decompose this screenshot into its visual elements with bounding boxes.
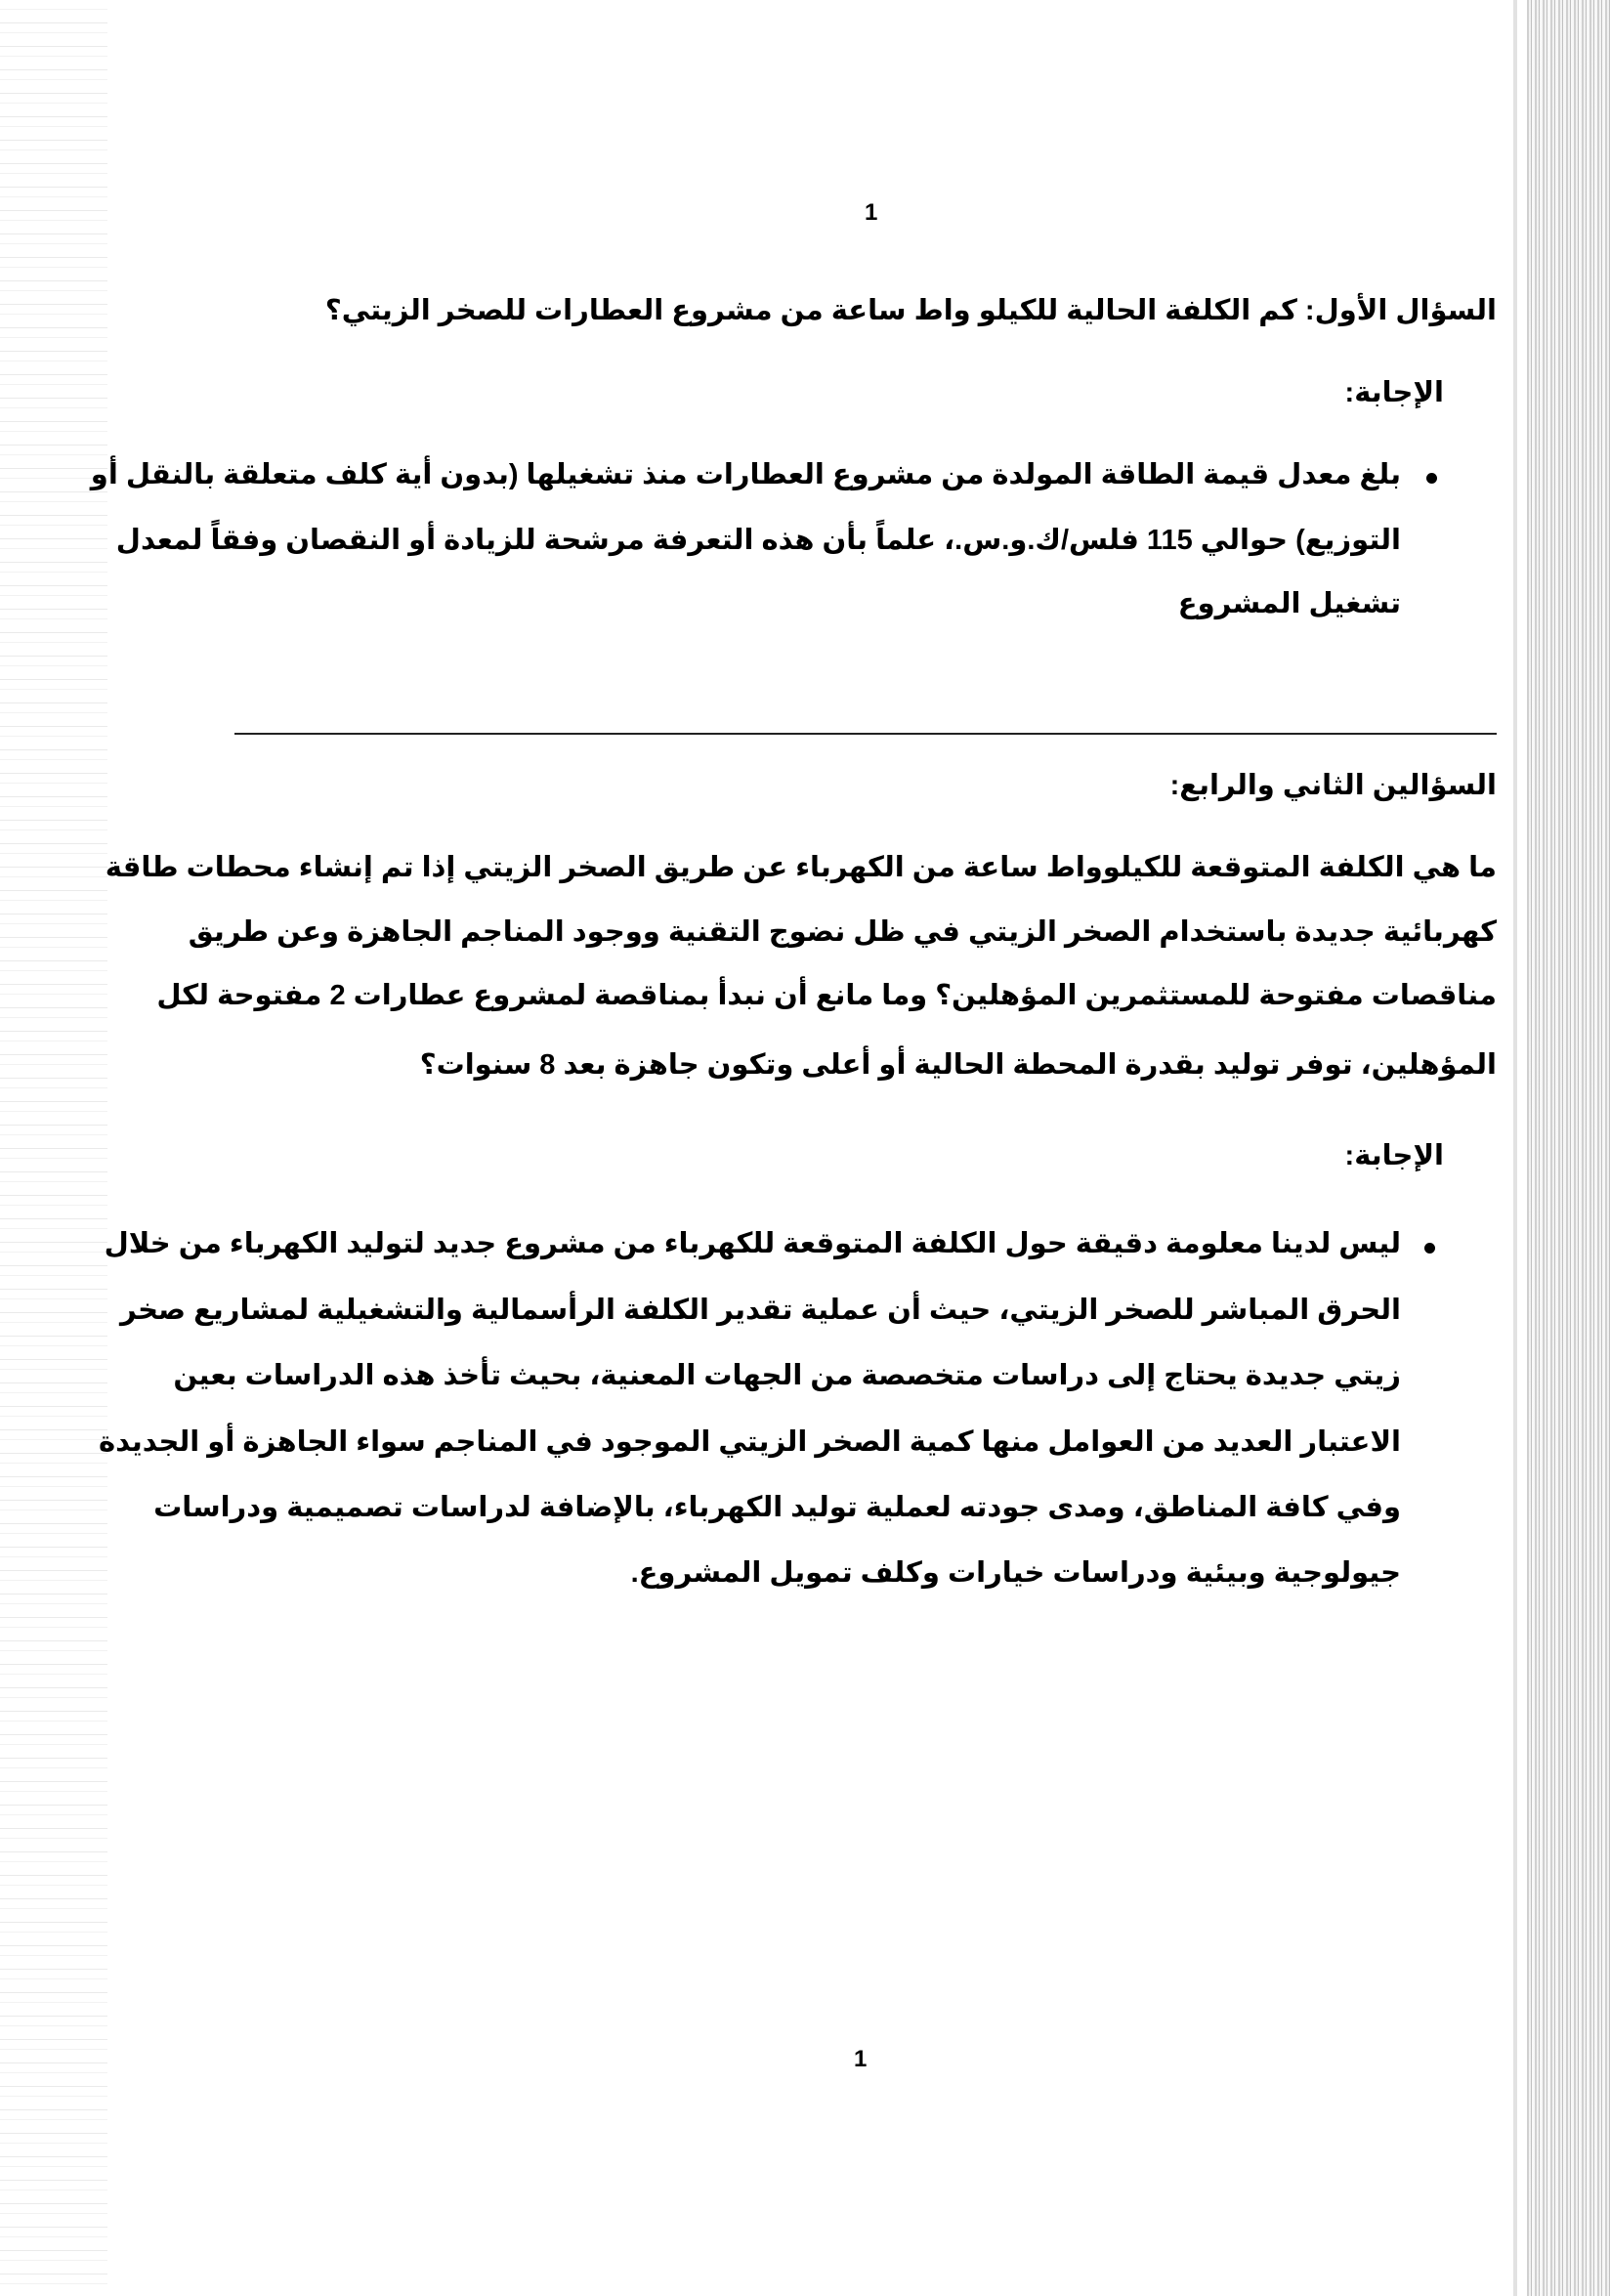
question-1-title: السؤال الأول: كم الكلفة الحالية للكيلو واط ساعة من مشروع العطارات للصخر الزيتي؟ <box>324 295 1497 326</box>
scan-edge-line <box>1513 0 1517 2296</box>
question-2-line: مناقصات مفتوحة للمستثمرين المؤهلين؟ وما مانع أن نبدأ بمناقصة لمشروع عطارات 2 مفتوحة لكل <box>156 980 1497 1011</box>
answer-2-line: جيولوجية وبيئية ودراسات خيارات وكلف تمويل المشروع. <box>630 1557 1401 1589</box>
answer-2-line: الاعتبار العديد من العوامل منها كمية الصخر الزيتي الموجود في المناجم سواء الجاهزة أو الجديدة <box>99 1426 1401 1458</box>
section-divider <box>234 733 1497 735</box>
answer-1-line: بلغ معدل قيمة الطاقة المولدة من مشروع العطارات منذ تشغيلها (بدون أية كلف متعلقة بالنقل أو <box>90 459 1401 490</box>
question-2-line: المؤهلين، توفر توليد بقدرة المحطة الحالية أو أعلى وتكون جاهزة بعد 8 سنوات؟ <box>419 1049 1497 1081</box>
bullet-icon <box>1426 473 1437 484</box>
scan-noise-right <box>1527 0 1610 2296</box>
answer-2-line: ليس لدينا معلومة دقيقة حول الكلفة المتوقعة للكهرباء من مشروع جديد لتوليد الكهرباء من خلال <box>104 1228 1401 1259</box>
bullet-icon <box>1424 1243 1435 1254</box>
page-number-top: 1 <box>865 199 878 226</box>
answer-2-line: وفي كافة المناطق، ومدى جودته لعملية توليد الكهرباء، بالإضافة لدراسات تصميمية ودراسات <box>153 1492 1401 1523</box>
page-number-bottom: 1 <box>854 2046 868 2072</box>
scan-noise-left <box>0 0 107 2296</box>
question-2-line: ما هي الكلفة المتوقعة للكيلوواط ساعة من الكهرباء عن طريق الصخر الزيتي إذا تم إنشاء محطات طاقة <box>105 852 1497 883</box>
question-2-title: السؤالين الثاني والرابع: <box>1169 770 1497 801</box>
question-1-answer-label: الإجابة: <box>1344 377 1444 408</box>
answer-1-line: تشغيل المشروع <box>1177 588 1401 619</box>
answer-2-line: زيتي جديدة يحتاج إلى دراسات متخصصة من الجهات المعنية، بحيث تأخذ هذه الدراسات بعين <box>173 1360 1401 1391</box>
answer-1-line: التوزيع) حوالي 115 فلس/ك.و.س.، علماً بأن هذه التعرفة مرشحة للزيادة أو النقصان وفقاً لمعدل <box>115 525 1401 556</box>
question-2-line: كهربائية جديدة باستخدام الصخر الزيتي في ظل نضوج التقنية ووجود المناجم الجاهزة وعن طريق <box>188 916 1497 948</box>
answer-2-line: الحرق المباشر للصخر الزيتي، حيث أن عملية تقدير الكلفة الرأسمالية والتشغيلية لمشاريع صخر <box>120 1295 1401 1326</box>
question-2-answer-label: الإجابة: <box>1344 1140 1444 1171</box>
